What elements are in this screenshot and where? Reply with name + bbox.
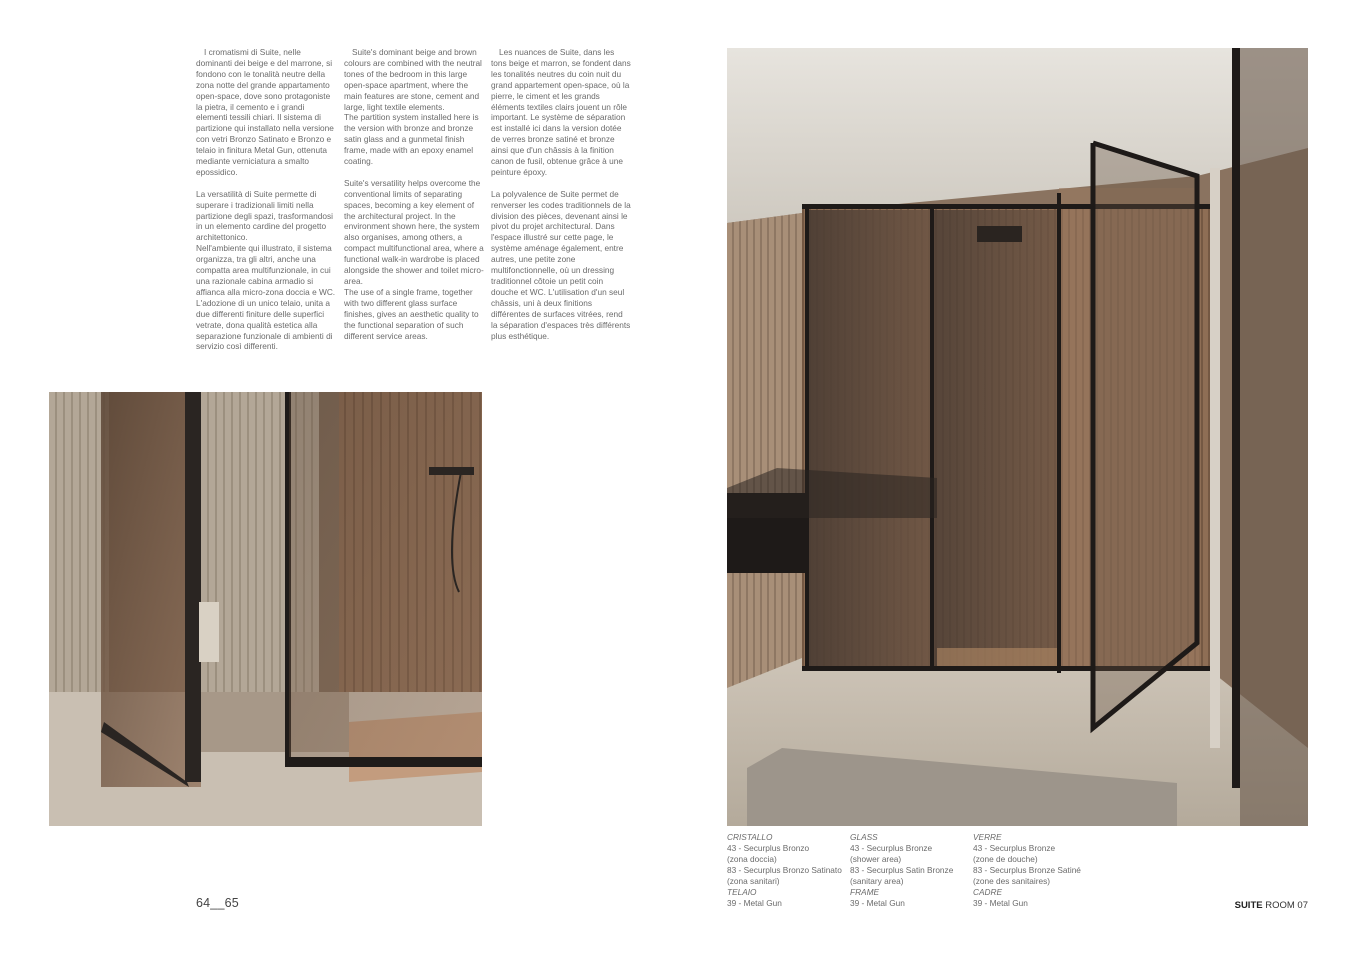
spec-line: 43 - Securplus Bronze <box>850 843 933 853</box>
spec-column-french <box>973 832 1093 909</box>
spec-line: 83 - Securplus Bronze Satiné <box>973 865 1081 875</box>
spec-line: 83 - Securplus Bronzo Satinato <box>727 865 842 875</box>
glass-heading: CRISTALLO <box>727 832 773 842</box>
spec-line: (shower area) <box>850 854 902 864</box>
paragraph: Nell'ambiente qui illustrato, il sistema organizza, tra gli altri, anche una compatta area multifunzionale, in cui una razionale cabina armadio si affianca alla micro-zona doccia e WC. L'adozione di un unico telaio, unita a due differenti finiture delle superfici vetrate, dona qualità estetica alla separazione funzionale di ambienti di servizio così differenti. <box>196 243 336 352</box>
spec-line: 43 - Securplus Bronze <box>973 843 1056 853</box>
paragraph: I cromatismi di Suite, nelle dominanti dei beige e del marrone, si fondono con le tonalità neutre della zona notte del grande appartamento open-space, dove sono protagoniste la pietra, il cemento e i grandi elementi tessili chiari. Il sistema di partizione qui installato nella versione con vetri Bronzo Satinato e Bronzo e telaio in finitura Metal Gun, ottenuta mediante verniciatura a smalto epossidico. <box>196 47 334 177</box>
glass-heading: GLASS <box>850 832 878 842</box>
spec-column-italian <box>727 832 847 909</box>
spec-column-english <box>850 832 970 909</box>
paragraph: The use of a single frame, together with two different glass surface finishes, gives an aesthetic quality to the functional separation of such different service areas. <box>344 286 479 341</box>
text-column-english <box>344 47 484 341</box>
brand-name: SUITE <box>1234 900 1263 911</box>
text-column-french <box>491 47 631 341</box>
frame-heading: FRAME <box>850 887 880 897</box>
spec-line: (zone de douche) <box>973 854 1038 864</box>
frame-heading: CADRE <box>973 887 1003 897</box>
paragraph: Suite's dominant beige and brown colours are combined with the neutral tones of the bedroom in this large open-space apartment, where the main features are stone, cement and large, light textile elements. <box>344 47 482 112</box>
page-numbers: 64__65 <box>196 896 239 910</box>
bathroom-photo <box>49 392 482 826</box>
paragraph: Les nuances de Suite, dans les tons beige et marron, se fondent dans les tonalités neutres du coin nuit du grand appartement open-space, où la pierre, le ciment et les grands éléments textiles clairs jouent un rôle important. Le système de séparation est installé ici dans la version dotée de verres bronze satiné et bronze ainsi que d'un châssis à la finition canon de fusil, obtenue grâce à une peinture époxy. <box>491 47 631 177</box>
brand-section: ROOM 07 <box>1262 900 1308 911</box>
spec-line: 43 - Securplus Bronzo <box>727 843 810 853</box>
spec-line: 39 - Metal Gun <box>727 898 782 908</box>
glass-heading: VERRE <box>973 832 1002 842</box>
spec-line: (zona sanitari) <box>727 876 780 886</box>
paragraph: La polyvalence de Suite permet de renverser les codes traditionnels de la division des pièces, devenant ainsi le pivot du projet architectural. Dans l'espace illustré sur cette page, le système aménage également, entre autres, une petite zone multifonctionnelle, où un dressing traditionnel côtoie un petit coin douche et WC. L'utilisation d'un seul châssis, uni à deux finitions différentes de surfaces vitrées, rend la séparation d'espaces très différents plus esthétique. <box>491 188 631 341</box>
spec-line: (zone des sanitaires) <box>973 876 1051 886</box>
paragraph: Suite's versatility helps overcome the conventional limits of separating spaces, becoming a key element of the architectural project. In the environment shown here, the system also organises, among others, a compact multifunctional area, where a functional walk-in wardrobe is placed alongside the shower and toilet micro-area. <box>344 177 484 287</box>
spec-line: (zona doccia) <box>727 854 777 864</box>
spec-line: 39 - Metal Gun <box>850 898 905 908</box>
spec-line: (sanitary area) <box>850 876 904 886</box>
brand-footer <box>1180 900 1308 911</box>
paragraph: La versatilità di Suite permette di superare i tradizionali limiti nella partizione degli spazi, trasformandosi in un elemento cardine del progetto architettonico. <box>196 188 333 243</box>
spec-line: 83 - Securplus Satin Bronze <box>850 865 954 875</box>
partition-photo <box>727 48 1308 826</box>
paragraph: The partition system installed here is the version with bronze and bronze satin glass and a gunmetal finish frame, made with an epoxy enamel coating. <box>344 112 479 167</box>
text-column-italian <box>196 47 336 352</box>
spec-line: 39 - Metal Gun <box>973 898 1028 908</box>
frame-heading: TELAIO <box>727 887 757 897</box>
